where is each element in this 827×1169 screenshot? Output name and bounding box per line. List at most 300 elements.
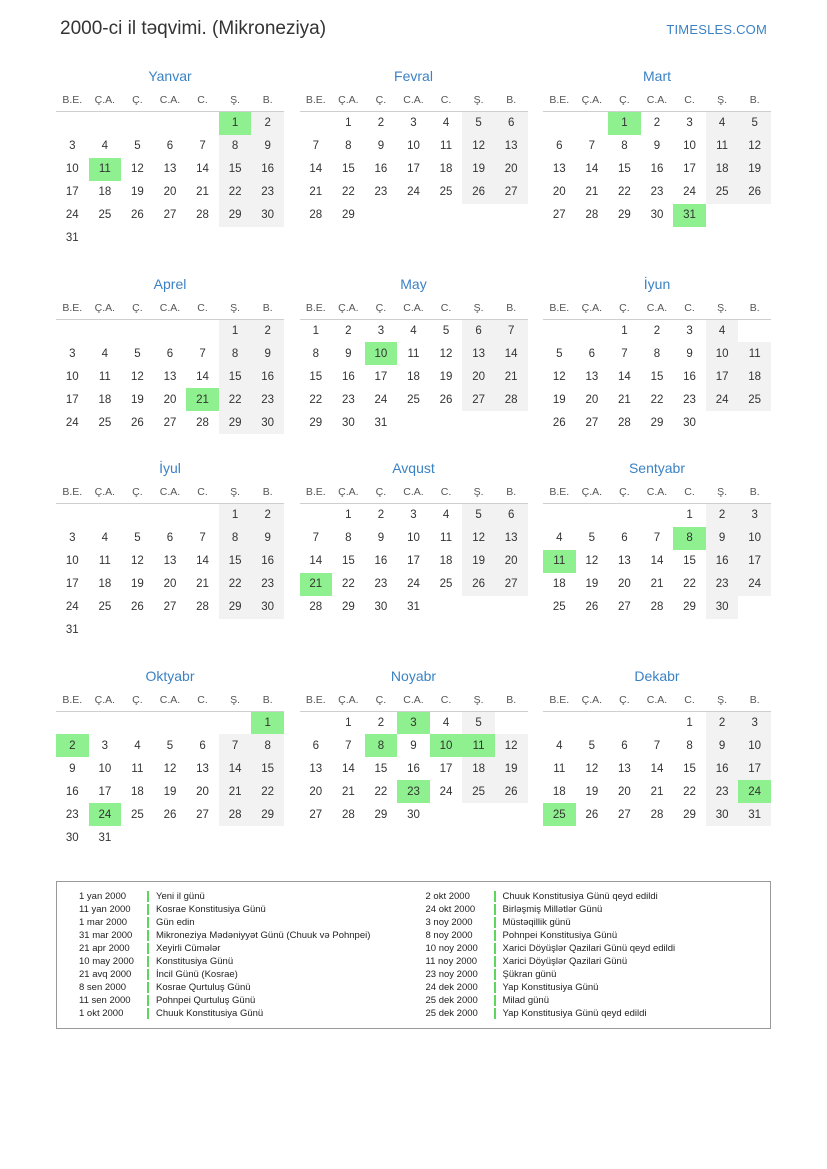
day-cell[interactable]: 11 (462, 734, 495, 757)
day-cell[interactable]: 12 (462, 135, 495, 158)
day-cell[interactable]: 23 (706, 780, 739, 803)
day-cell[interactable]: 12 (585, 762, 599, 775)
day-cell[interactable]: 8 (219, 342, 252, 365)
day-cell[interactable]: 7 (653, 739, 661, 752)
day-cell[interactable]: 4 (442, 117, 450, 130)
day-cell[interactable]: 4 (556, 532, 563, 544)
day-cell[interactable]: 15 (341, 555, 355, 567)
day-cell[interactable]: 28 (618, 416, 631, 429)
day-cell[interactable]: 6 (166, 347, 174, 360)
day-cell[interactable]: 17 (65, 578, 79, 590)
day-cell[interactable]: 12 (462, 527, 495, 550)
day-cell[interactable]: 1 (251, 711, 284, 734)
day-cell[interactable]: 27 (309, 808, 323, 821)
day-cell[interactable]: 6 (166, 532, 174, 544)
day-cell[interactable]: 16 (251, 550, 284, 573)
day-cell[interactable]: 5 (134, 140, 141, 152)
day-cell[interactable]: 3 (69, 347, 76, 360)
day-cell[interactable]: 11 (543, 550, 576, 573)
day-cell[interactable]: 30 (251, 596, 284, 619)
day-cell[interactable]: 27 (163, 416, 177, 429)
day-cell[interactable]: 20 (309, 785, 323, 798)
day-cell[interactable]: 20 (163, 578, 177, 590)
day-cell[interactable]: 11 (440, 532, 452, 544)
day-cell[interactable]: 31 (65, 624, 79, 636)
day-cell[interactable]: 18 (738, 365, 771, 388)
day-cell[interactable]: 25 (131, 808, 144, 821)
day-cell[interactable]: 18 (706, 158, 739, 181)
day-cell[interactable]: 31 (374, 416, 388, 429)
day-cell[interactable]: 24 (407, 186, 420, 198)
day-cell[interactable]: 18 (98, 186, 112, 198)
day-cell[interactable]: 27 (462, 388, 495, 411)
day-cell[interactable]: 21 (650, 578, 664, 590)
day-cell[interactable]: 10 (65, 555, 79, 567)
day-cell[interactable]: 19 (131, 578, 144, 590)
day-cell[interactable]: 27 (585, 416, 599, 429)
day-cell[interactable]: 21 (341, 785, 355, 798)
day-cell[interactable]: 19 (163, 785, 177, 798)
day-cell[interactable]: 2 (56, 734, 89, 757)
day-cell[interactable]: 10 (683, 140, 696, 152)
day-cell[interactable]: 15 (219, 365, 252, 388)
day-cell[interactable]: 31 (738, 803, 771, 826)
day-cell[interactable]: 22 (341, 578, 355, 590)
day-cell[interactable]: 5 (588, 739, 596, 752)
day-cell[interactable]: 28 (650, 808, 664, 821)
day-cell[interactable]: 17 (65, 393, 79, 406)
day-cell[interactable]: 14 (196, 163, 209, 175)
day-cell[interactable]: 20 (196, 785, 209, 798)
day-cell[interactable]: 25 (543, 803, 576, 826)
day-cell[interactable]: 6 (556, 140, 563, 152)
day-cell[interactable]: 17 (738, 757, 771, 780)
day-cell[interactable]: 29 (374, 808, 388, 821)
day-cell[interactable]: 17 (407, 163, 420, 175)
day-cell[interactable]: 17 (407, 555, 420, 567)
day-cell[interactable]: 22 (650, 393, 664, 406)
day-cell[interactable]: 13 (309, 762, 323, 775)
day-cell[interactable]: 14 (495, 342, 528, 365)
day-cell[interactable]: 12 (131, 163, 144, 175)
day-cell[interactable]: 24 (374, 393, 388, 406)
day-cell[interactable]: 3 (69, 532, 76, 544)
day-cell[interactable]: 22 (309, 393, 323, 406)
day-cell[interactable]: 30 (341, 416, 355, 429)
day-cell[interactable]: 8 (365, 734, 398, 757)
day-cell[interactable]: 19 (462, 550, 495, 573)
day-cell[interactable]: 10 (65, 163, 79, 175)
day-cell[interactable]: 24 (65, 416, 79, 429)
day-cell[interactable]: 20 (585, 393, 599, 406)
day-cell[interactable]: 19 (439, 370, 453, 383)
day-cell[interactable]: 20 (618, 785, 631, 798)
day-cell[interactable]: 27 (196, 808, 209, 821)
day-cell[interactable]: 4 (556, 739, 563, 752)
day-cell[interactable]: 28 (196, 416, 209, 429)
day-cell[interactable]: 29 (219, 596, 252, 619)
day-cell[interactable]: 28 (219, 803, 252, 826)
day-cell[interactable]: 11 (89, 158, 122, 181)
day-cell[interactable]: 5 (462, 504, 495, 527)
day-cell[interactable]: 7 (199, 347, 206, 360)
day-cell[interactable]: 31 (673, 204, 706, 227)
day-cell[interactable]: 25 (462, 780, 495, 803)
day-cell[interactable]: 5 (556, 347, 563, 360)
day-cell[interactable]: 8 (219, 527, 252, 550)
day-cell[interactable]: 20 (618, 578, 631, 590)
day-cell[interactable]: 18 (552, 785, 566, 798)
day-cell[interactable]: 11 (738, 342, 771, 365)
day-cell[interactable]: 12 (585, 555, 599, 567)
day-cell[interactable]: 15 (374, 762, 388, 775)
day-cell[interactable]: 9 (69, 762, 76, 775)
day-cell[interactable]: 21 (585, 186, 599, 198)
day-cell[interactable]: 10 (407, 140, 420, 152)
day-cell[interactable]: 11 (407, 347, 420, 360)
day-cell[interactable]: 23 (251, 181, 284, 204)
day-cell[interactable]: 16 (650, 163, 664, 175)
day-cell[interactable]: 27 (618, 808, 631, 821)
day-cell[interactable]: 11 (553, 762, 566, 775)
day-cell[interactable]: 25 (407, 393, 420, 406)
day-cell[interactable]: 18 (98, 393, 112, 406)
day-cell[interactable]: 5 (134, 532, 141, 544)
day-cell[interactable]: 8 (673, 527, 706, 550)
day-cell[interactable]: 25 (98, 601, 112, 613)
day-cell[interactable]: 12 (131, 370, 144, 383)
day-cell[interactable]: 29 (251, 803, 284, 826)
day-cell[interactable]: 14 (219, 757, 252, 780)
day-cell[interactable]: 28 (196, 209, 209, 221)
day-cell[interactable]: 16 (65, 785, 79, 798)
day-cell[interactable]: 13 (618, 555, 631, 567)
day-cell[interactable]: 3 (738, 711, 771, 734)
day-cell[interactable]: 10 (98, 762, 112, 775)
day-cell[interactable]: 23 (251, 388, 284, 411)
day-cell[interactable]: 17 (98, 785, 112, 798)
day-cell[interactable]: 26 (163, 808, 177, 821)
day-cell[interactable]: 28 (650, 601, 664, 613)
day-cell[interactable]: 21 (196, 186, 209, 198)
day-cell[interactable]: 9 (706, 734, 739, 757)
day-cell[interactable]: 12 (495, 734, 528, 757)
day-cell[interactable]: 9 (251, 527, 284, 550)
day-cell[interactable]: 6 (621, 739, 628, 752)
day-cell[interactable]: 22 (219, 388, 252, 411)
day-cell[interactable]: 29 (618, 209, 631, 221)
day-cell[interactable]: 26 (462, 181, 495, 204)
day-cell[interactable]: 19 (585, 785, 599, 798)
day-cell[interactable]: 17 (374, 370, 388, 383)
day-cell[interactable]: 19 (738, 158, 771, 181)
day-cell[interactable]: 30 (374, 601, 388, 613)
day-cell[interactable]: 26 (131, 416, 144, 429)
day-cell[interactable]: 21 (618, 393, 631, 406)
day-cell[interactable]: 3 (410, 117, 417, 130)
day-cell[interactable]: 24 (65, 601, 79, 613)
day-cell[interactable]: 5 (442, 324, 450, 337)
day-cell[interactable]: 2 (653, 117, 661, 130)
day-cell[interactable]: 6 (495, 504, 528, 527)
day-cell[interactable]: 31 (407, 601, 420, 613)
day-cell[interactable]: 4 (442, 509, 450, 522)
day-cell[interactable]: 28 (341, 808, 355, 821)
day-cell[interactable]: 14 (585, 163, 599, 175)
day-cell[interactable]: 5 (462, 711, 495, 734)
day-cell[interactable]: 4 (706, 319, 739, 342)
day-cell[interactable]: 16 (374, 555, 388, 567)
day-cell[interactable]: 10 (430, 734, 463, 757)
day-cell[interactable]: 11 (98, 555, 111, 567)
day-cell[interactable]: 9 (653, 140, 661, 152)
day-cell[interactable]: 1 (608, 112, 641, 135)
day-cell[interactable]: 16 (341, 370, 355, 383)
day-cell[interactable]: 25 (738, 388, 771, 411)
day-cell[interactable]: 25 (439, 578, 453, 590)
day-cell[interactable]: 2 (251, 319, 284, 342)
day-cell[interactable]: 5 (462, 112, 495, 135)
day-cell[interactable]: 18 (462, 757, 495, 780)
day-cell[interactable]: 26 (462, 573, 495, 596)
day-cell[interactable]: 12 (131, 555, 144, 567)
day-cell[interactable]: 8 (345, 532, 352, 544)
day-cell[interactable]: 18 (407, 370, 420, 383)
day-cell[interactable]: 21 (196, 578, 209, 590)
day-cell[interactable]: 30 (65, 831, 79, 844)
day-cell[interactable]: 14 (341, 762, 355, 775)
day-cell[interactable]: 26 (585, 808, 599, 821)
day-cell[interactable]: 8 (219, 135, 252, 158)
day-cell[interactable]: 4 (101, 532, 109, 544)
day-cell[interactable]: 15 (683, 555, 696, 567)
day-cell[interactable]: 10 (65, 370, 79, 383)
day-cell[interactable]: 25 (98, 209, 112, 221)
day-cell[interactable]: 13 (585, 370, 599, 383)
day-cell[interactable]: 3 (738, 504, 771, 527)
day-cell[interactable]: 28 (585, 209, 599, 221)
day-cell[interactable]: 29 (683, 808, 696, 821)
day-cell[interactable]: 30 (650, 209, 664, 221)
day-cell[interactable]: 14 (618, 370, 631, 383)
day-cell[interactable]: 27 (552, 209, 566, 221)
day-cell[interactable]: 1 (219, 504, 252, 527)
day-cell[interactable]: 13 (163, 370, 177, 383)
day-cell[interactable]: 17 (738, 550, 771, 573)
day-cell[interactable]: 17 (706, 365, 739, 388)
day-cell[interactable]: 21 (495, 365, 528, 388)
day-cell[interactable]: 20 (163, 186, 177, 198)
day-cell[interactable]: 11 (706, 135, 739, 158)
day-cell[interactable]: 30 (251, 204, 284, 227)
day-cell[interactable]: 18 (552, 578, 566, 590)
day-cell[interactable]: 1 (686, 509, 693, 522)
day-cell[interactable]: 26 (131, 209, 144, 221)
day-cell[interactable]: 6 (588, 347, 596, 360)
day-cell[interactable]: 30 (706, 596, 739, 619)
day-cell[interactable]: 1 (219, 112, 252, 135)
day-cell[interactable]: 13 (163, 555, 177, 567)
day-cell[interactable]: 19 (131, 186, 144, 198)
day-cell[interactable]: 27 (618, 601, 631, 613)
day-cell[interactable]: 28 (495, 388, 528, 411)
day-cell[interactable]: 6 (166, 140, 174, 152)
day-cell[interactable]: 7 (312, 532, 319, 544)
day-cell[interactable]: 15 (309, 370, 323, 383)
day-cell[interactable]: 26 (738, 181, 771, 204)
day-cell[interactable]: 12 (552, 370, 566, 383)
day-cell[interactable]: 5 (134, 347, 141, 360)
day-cell[interactable]: 2 (653, 324, 661, 337)
day-cell[interactable]: 7 (199, 140, 206, 152)
day-cell[interactable]: 1 (686, 716, 693, 729)
day-cell[interactable]: 24 (738, 573, 771, 596)
day-cell[interactable]: 15 (219, 158, 252, 181)
day-cell[interactable]: 10 (407, 532, 420, 544)
day-cell[interactable]: 30 (251, 411, 284, 434)
day-cell[interactable]: 13 (462, 342, 495, 365)
day-cell[interactable]: 3 (397, 711, 430, 734)
day-cell[interactable]: 29 (650, 416, 664, 429)
day-cell[interactable]: 27 (163, 601, 177, 613)
day-cell[interactable]: 14 (196, 370, 209, 383)
day-cell[interactable]: 23 (65, 808, 79, 821)
day-cell[interactable]: 9 (410, 739, 417, 752)
day-cell[interactable]: 25 (98, 416, 112, 429)
day-cell[interactable]: 20 (552, 186, 566, 198)
day-cell[interactable]: 11 (131, 762, 144, 775)
day-cell[interactable]: 4 (101, 347, 109, 360)
day-cell[interactable]: 19 (131, 393, 144, 406)
day-cell[interactable]: 14 (650, 555, 664, 567)
day-cell[interactable]: 8 (312, 347, 319, 360)
day-cell[interactable]: 26 (439, 393, 453, 406)
day-cell[interactable]: 1 (345, 509, 352, 522)
day-cell[interactable]: 27 (495, 181, 528, 204)
day-cell[interactable]: 28 (196, 601, 209, 613)
day-cell[interactable]: 2 (706, 711, 739, 734)
day-cell[interactable]: 8 (621, 140, 628, 152)
day-cell[interactable]: 6 (462, 319, 495, 342)
day-cell[interactable]: 4 (706, 112, 739, 135)
day-cell[interactable]: 28 (309, 601, 323, 613)
day-cell[interactable]: 9 (345, 347, 352, 360)
day-cell[interactable]: 2 (377, 716, 385, 729)
day-cell[interactable]: 15 (618, 163, 631, 175)
day-cell[interactable]: 27 (495, 573, 528, 596)
day-cell[interactable]: 23 (374, 578, 388, 590)
day-cell[interactable]: 3 (686, 324, 693, 337)
day-cell[interactable]: 7 (588, 140, 596, 152)
day-cell[interactable]: 2 (345, 324, 352, 337)
day-cell[interactable]: 11 (98, 370, 111, 383)
day-cell[interactable]: 23 (341, 393, 355, 406)
day-cell[interactable]: 3 (410, 509, 417, 522)
day-cell[interactable]: 3 (377, 324, 385, 337)
day-cell[interactable]: 2 (377, 509, 385, 522)
day-cell[interactable]: 7 (312, 140, 319, 152)
day-cell[interactable]: 13 (196, 762, 209, 775)
day-cell[interactable]: 16 (706, 550, 739, 573)
day-cell[interactable]: 24 (89, 803, 122, 826)
day-cell[interactable]: 7 (199, 532, 206, 544)
day-cell[interactable]: 22 (683, 785, 696, 798)
day-cell[interactable]: 17 (683, 163, 696, 175)
day-cell[interactable]: 23 (706, 573, 739, 596)
day-cell[interactable]: 16 (706, 757, 739, 780)
day-cell[interactable]: 23 (251, 573, 284, 596)
day-cell[interactable]: 5 (166, 739, 174, 752)
day-cell[interactable]: 2 (251, 112, 284, 135)
day-cell[interactable]: 20 (495, 158, 528, 181)
day-cell[interactable]: 24 (683, 186, 696, 198)
day-cell[interactable]: 22 (219, 573, 252, 596)
day-cell[interactable]: 4 (442, 716, 450, 729)
day-cell[interactable]: 21 (309, 186, 323, 198)
day-cell[interactable]: 29 (683, 601, 696, 613)
day-cell[interactable]: 2 (706, 504, 739, 527)
day-cell[interactable]: 22 (251, 780, 284, 803)
day-cell[interactable]: 4 (134, 739, 141, 752)
day-cell[interactable]: 28 (309, 209, 323, 221)
day-cell[interactable]: 4 (410, 324, 417, 337)
day-cell[interactable]: 26 (552, 416, 566, 429)
day-cell[interactable]: 7 (495, 319, 528, 342)
day-cell[interactable]: 11 (440, 140, 452, 152)
day-cell[interactable]: 7 (219, 734, 252, 757)
day-cell[interactable]: 24 (439, 785, 453, 798)
day-cell[interactable]: 25 (439, 186, 453, 198)
day-cell[interactable]: 5 (738, 112, 771, 135)
day-cell[interactable]: 24 (738, 780, 771, 803)
day-cell[interactable]: 7 (621, 347, 628, 360)
day-cell[interactable]: 8 (251, 734, 284, 757)
day-cell[interactable]: 1 (345, 716, 352, 729)
day-cell[interactable]: 13 (618, 762, 631, 775)
day-cell[interactable]: 9 (377, 140, 385, 152)
day-cell[interactable]: 30 (407, 808, 420, 821)
day-cell[interactable]: 6 (621, 532, 628, 544)
day-cell[interactable]: 12 (439, 347, 453, 360)
day-cell[interactable]: 18 (131, 785, 144, 798)
day-cell[interactable]: 15 (650, 370, 664, 383)
day-cell[interactable]: 20 (495, 550, 528, 573)
day-cell[interactable]: 19 (552, 393, 566, 406)
day-cell[interactable]: 8 (686, 739, 693, 752)
day-cell[interactable]: 9 (686, 347, 693, 360)
day-cell[interactable]: 1 (312, 324, 319, 337)
day-cell[interactable]: 6 (495, 112, 528, 135)
day-cell[interactable]: 17 (65, 186, 79, 198)
day-cell[interactable]: 29 (341, 209, 355, 221)
day-cell[interactable]: 24 (407, 578, 420, 590)
day-cell[interactable]: 13 (552, 163, 566, 175)
day-cell[interactable]: 17 (439, 762, 453, 775)
day-cell[interactable]: 2 (251, 504, 284, 527)
day-cell[interactable]: 21 (300, 573, 333, 596)
day-cell[interactable]: 19 (462, 158, 495, 181)
day-cell[interactable]: 14 (650, 762, 664, 775)
day-cell[interactable]: 1 (345, 117, 352, 130)
day-cell[interactable]: 19 (585, 578, 599, 590)
day-cell[interactable]: 16 (683, 370, 696, 383)
day-cell[interactable]: 26 (585, 601, 599, 613)
day-cell[interactable]: 26 (131, 601, 144, 613)
day-cell[interactable]: 5 (588, 532, 596, 544)
day-cell[interactable]: 27 (163, 209, 177, 221)
day-cell[interactable]: 4 (101, 140, 109, 152)
day-cell[interactable]: 16 (251, 365, 284, 388)
